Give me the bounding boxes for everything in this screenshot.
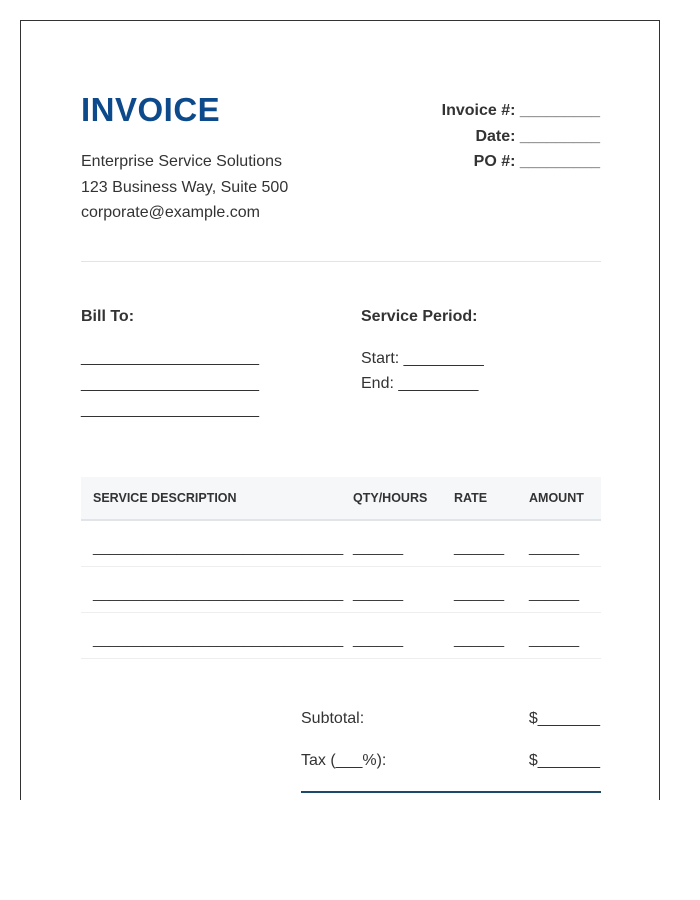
invoice-date-field[interactable]: _________ [519, 128, 600, 145]
table-row [81, 567, 601, 613]
table-row [81, 613, 601, 659]
bill-to-line[interactable]: ____________________ [81, 349, 259, 366]
bill-to-line[interactable]: ____________________ [81, 375, 259, 392]
tax-value[interactable]: $_______ [528, 752, 600, 769]
invoice-number-field[interactable]: _________ [519, 102, 600, 119]
invoice-date-label: Date: [475, 128, 516, 145]
company-email: corporate@example.com [81, 204, 260, 221]
service-period-start[interactable]: Start: _________ [361, 350, 484, 367]
description-cell[interactable]: ______________________________ [93, 585, 344, 602]
subtotal-value[interactable]: $_______ [528, 710, 600, 727]
po-number-row [474, 153, 600, 171]
services-table [81, 477, 601, 659]
column-header-description: SERVICE DESCRIPTION [93, 491, 237, 505]
qty-cell[interactable]: ______ [353, 631, 404, 648]
service-period-end[interactable]: End: _________ [361, 375, 479, 392]
column-header-amount: AMOUNT [529, 491, 584, 505]
amount-cell[interactable]: ______ [529, 631, 580, 648]
rate-cell[interactable]: ______ [454, 631, 505, 648]
header-divider [81, 261, 601, 262]
invoice-number-row [442, 102, 600, 120]
company-name: Enterprise Service Solutions [81, 153, 282, 170]
po-number-field[interactable]: _________ [519, 153, 600, 170]
qty-cell[interactable]: ______ [353, 539, 404, 556]
description-cell[interactable]: ______________________________ [93, 539, 344, 556]
bill-to-line[interactable]: ____________________ [81, 401, 259, 418]
column-header-rate: RATE [454, 491, 488, 505]
table-header [81, 477, 601, 521]
description-cell[interactable]: ______________________________ [93, 631, 344, 648]
invoice-sheet [20, 20, 660, 800]
rate-cell[interactable]: ______ [454, 539, 505, 556]
invoice-title: INVOICE [81, 91, 221, 128]
totals-divider [301, 791, 601, 793]
column-header-qty: QTY/HOURS [353, 491, 428, 505]
amount-cell[interactable]: ______ [529, 539, 580, 556]
company-address: 123 Business Way, Suite 500 [81, 179, 289, 196]
invoice-number-label: Invoice #: [441, 102, 516, 119]
po-number-label: PO #: [473, 153, 516, 170]
invoice-date-row [475, 128, 600, 146]
table-row [81, 521, 601, 567]
rate-cell[interactable]: ______ [454, 585, 505, 602]
tax-label: Tax (___%): [301, 752, 387, 769]
amount-cell[interactable]: ______ [529, 585, 580, 602]
subtotal-label: Subtotal: [301, 710, 365, 727]
service-period-heading: Service Period: [361, 308, 478, 325]
bill-to-heading: Bill To: [81, 308, 135, 325]
qty-cell[interactable]: ______ [353, 585, 404, 602]
